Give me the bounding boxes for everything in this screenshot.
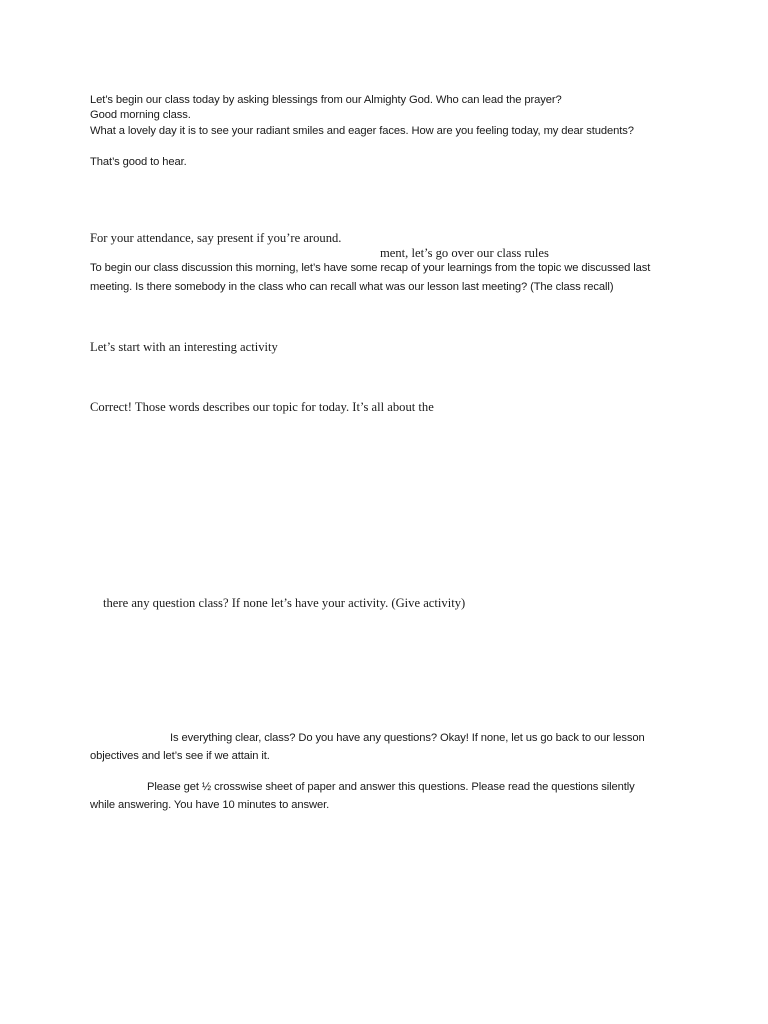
clear-line-1: Is everything clear, class? Do you have any questions? Okay! If none, let us go back to our lesson	[170, 732, 645, 744]
paper-paragraph-line-2: while answering. You have 10 minutes to answer.	[90, 799, 330, 811]
recap-line-2: meeting. Is there somebody in the class who can recall what was our lesson last meeting? (The class recall)	[90, 281, 614, 293]
recap-line-1: To begin our class discussion this morning, let’s have some recap of your learnings from the topic we discussed last	[90, 262, 651, 274]
greeting-line: Good morning class.	[90, 109, 191, 121]
question-line: there any question class? If none let’s have your activity. (Give activity)	[103, 596, 466, 610]
class-rules-line: ment, let’s go over our class rules	[380, 246, 549, 260]
good-to-hear-line: That’s good to hear.	[90, 156, 187, 168]
prayer-line: Let’s begin our class today by asking blessings from our Almighty God. Who can lead the prayer?	[90, 94, 562, 106]
paper-paragraph-line-1: Please get ½ crosswise sheet of paper and answer this questions. Please read the questions silently	[147, 781, 635, 793]
topic-line: Correct! Those words describes our topic for today. It’s all about the	[90, 400, 434, 414]
lovely-day-line: What a lovely day it is to see your radiant smiles and eager faces. How are you feeling today, my dear students?	[90, 125, 634, 137]
clear-line-2: objectives and let’s see if we attain it.	[90, 750, 270, 762]
attendance-line: For your attendance, say present if you’re around.	[90, 231, 342, 245]
activity-line: Let’s start with an interesting activity	[90, 340, 278, 354]
